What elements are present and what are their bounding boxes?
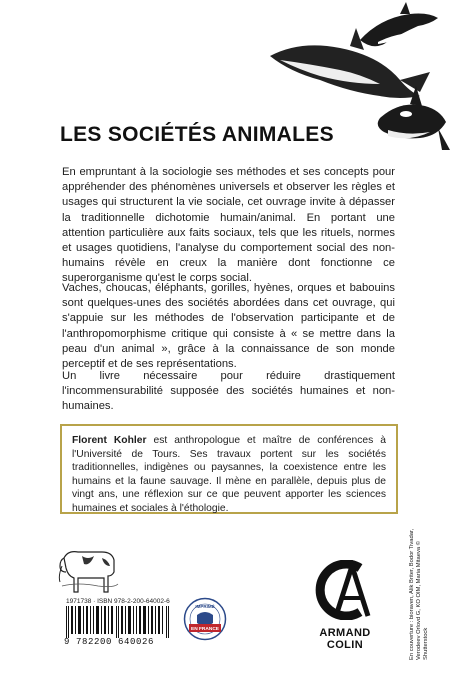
printed-in-france-badge	[183, 597, 227, 641]
author-bio-box	[60, 424, 398, 514]
publisher-name: ARMAND COLIN	[319, 627, 371, 651]
image-credits	[409, 520, 431, 660]
description-paragraph-3: Un livre nécessaire pour réduire drastiquement l'incommensurabilité supposée des sociétés humaines et non-humaines.	[62, 370, 395, 413]
image-credits-text: En couverture : bioraven, Alik Briter, Bodor Tivadar, Verodeev Orlovd G, KO OIM, Maria Mitaeva © Shutterstock	[409, 528, 429, 660]
barcode-number: 9 782200 640026	[64, 637, 155, 647]
book-title: LES SOCIÉTÉS ANIMALES	[60, 123, 334, 146]
cow-illustration	[58, 536, 120, 596]
description-paragraph-1: En empruntant à la sociologie ses méthodes et ses concepts pour appréhender des phénomènes universels et observer les règles et usages qui structurent la vie sociale, cet ouvrage invite à dépasser la traditionnelle dichotomie humain/animal. En portant une attention particulière aux faits sociaux, tels que les rituels, normes et usages quotidiens, l'analyse du comportement social des non-humains révèle en creux la manière dont fonctionne ce superorganisme qu'est le corps social.	[62, 166, 395, 285]
barcode	[64, 606, 174, 638]
armand-colin-logo-icon	[312, 560, 382, 620]
isbn-line: 1971738 · ISBN 978-2-200-64002-6	[66, 598, 170, 605]
badge-bottom-text: EN FRANCE	[191, 627, 219, 632]
description-paragraph-2: Vaches, choucas, éléphants, gorilles, hyènes, orques et babouins sont quelques-unes des sociétés abordées dans cet ouvrage, qui s'appuie sur les méthodes de l'observation participante et de l'anthropomorphisme critique qui consiste à « se mettre dans la peau d'un animal », grâce à la connaissance de son monde perceptif et de ses représentations.	[62, 282, 395, 371]
badge-top-text: IMPRIMÉ	[195, 604, 215, 609]
author-bio: est anthropologue et maître de conférences à l'Université de Tours. Ses travaux portent sur les sociétés traditionnelles, indigènes ou paysannes, la coexistence entre les humains et la faune sauvage. Il mène en parallèle, depuis plus de vingt ans, une réflexion sur ce que peuvent apporter les sciences humaines et sociales à l'éthologie.	[72, 435, 386, 514]
author-name: Florent Kohler	[72, 435, 147, 446]
